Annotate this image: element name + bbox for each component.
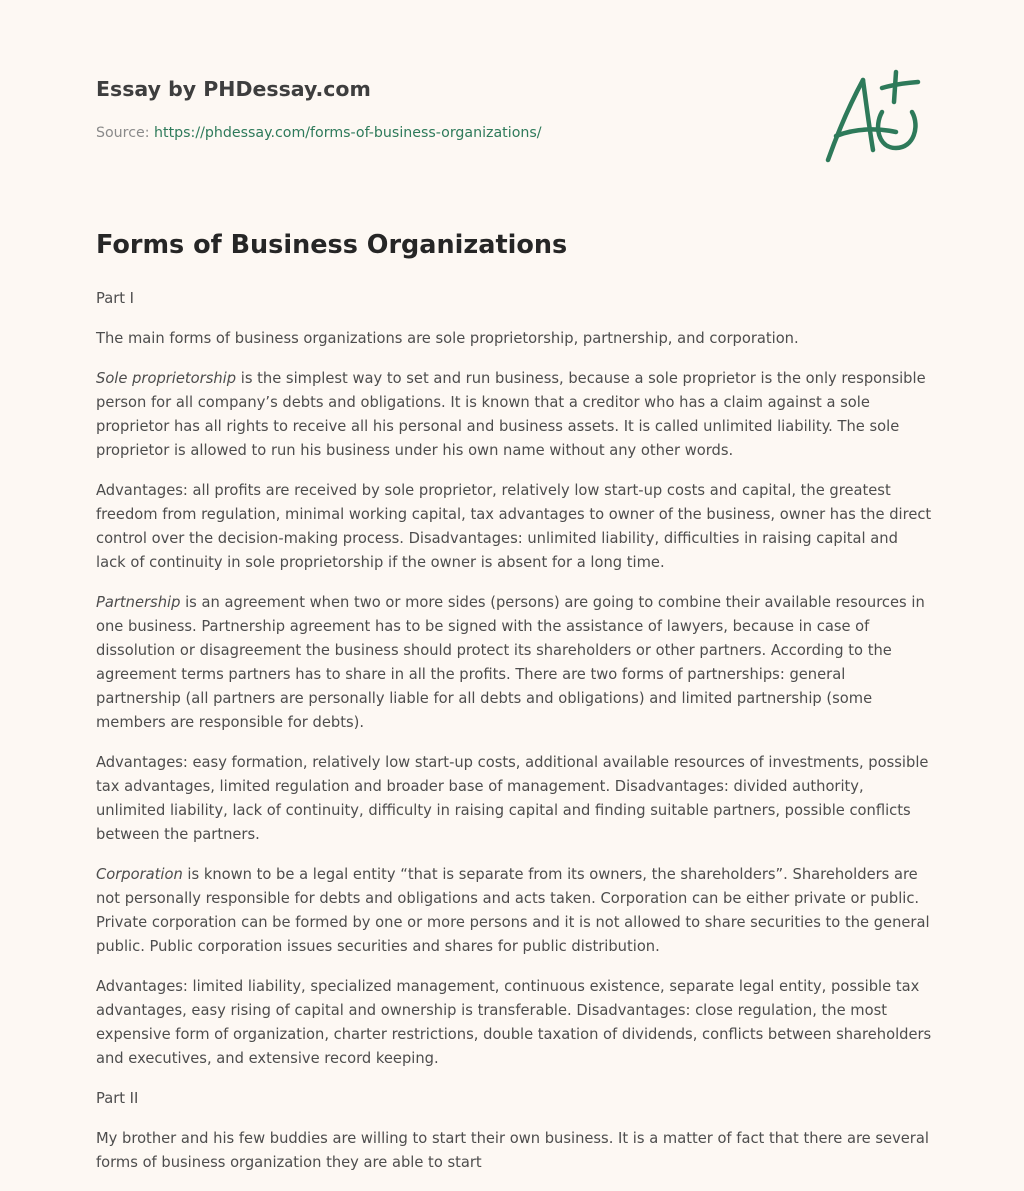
brand-title: Essay by PHDessay.com — [96, 77, 371, 101]
paragraph-lead: Partnership — [96, 594, 181, 611]
paragraph-text: Advantages: limited liability, specialized management, continuous existence, separate legal entity, possible tax advantages, easy rising of capital and ownership is transferable. Disadvantages: close regulation, the most expensive form of organization, charter restrictions, double taxation of dividends, conflicts between shareholders and executives, and extensive record keeping. — [96, 978, 932, 1067]
paragraph-text: is an agreement when two or more sides (persons) are going to combine their available resources in one business. Partnership agreement has to be signed with the assistance of lawyers, because in case of dissolution or disagreement the business should protect its shareholders or other partners. According to the agreement terms partners has to share in all the profits. There are two forms of partnerships: general partnership (all partners are personally liable for all debts and obligations) and limited partnership (some members are responsible for debts). — [96, 594, 925, 731]
paragraph — [96, 367, 932, 463]
paragraph — [96, 1087, 932, 1111]
paragraph-text: The main forms of business organizations are sole proprietorship, partnership, and corporation. — [96, 330, 799, 347]
essay-body — [96, 287, 932, 1191]
paragraph-lead: Sole proprietorship — [96, 370, 237, 387]
paragraph-text: is known to be a legal entity “that is separate from its owners, the shareholders”. Shareholders are not personally responsible for debts and obligations and acts taken. Corporation can be either private or public. Private corporation can be formed by one or more persons and it is not allowed to share securities to the general public. Public corporation issues securities and shares for public distribution. — [96, 866, 930, 955]
paragraph-lead: Corporation — [96, 866, 183, 883]
paragraph-text: is the simplest way to set and run business, because a sole proprietor is the only responsible person for all company’s debts and obligations. It is known that a creditor who has a claim against a sole proprietor has all rights to receive all his personal and business assets. It is called unlimited liability. The sole proprietor is allowed to run his business under his own name without any other words. — [96, 370, 926, 459]
paragraph — [96, 975, 932, 1071]
paragraph — [96, 1127, 932, 1175]
paragraph — [96, 479, 932, 575]
paragraph — [96, 327, 932, 351]
paragraph — [96, 287, 932, 311]
paragraph — [96, 751, 932, 847]
source-link[interactable]: https://phdessay.com/forms-of-business-organizations/ — [154, 125, 542, 141]
paragraph — [96, 591, 932, 735]
source-label: Source: — [96, 125, 150, 141]
paragraph-text: Part II — [96, 1090, 139, 1107]
paragraph-text: My brother and his few buddies are willing to start their own business. It is a matter of fact that there are several forms of business organization they are able to start — [96, 1130, 929, 1171]
a-plus-logo-icon — [816, 66, 932, 166]
paragraph-text: Part I — [96, 290, 134, 307]
paragraph — [96, 863, 932, 959]
paragraph-text: Advantages: all profits are received by sole proprietor, relatively low start-up costs and capital, the greatest freedom from regulation, minimal working capital, tax advantages to owner of the business, owner has the direct control over the decision-making process. Disadvantages: unlimited liability, difficulties in raising capital and lack of continuity in sole proprietorship if the owner is absent for a long time. — [96, 482, 932, 571]
source-line — [96, 123, 542, 143]
essay-header — [96, 74, 736, 104]
essay-title: Forms of Business Organizations — [96, 230, 568, 260]
paragraph-text: Advantages: easy formation, relatively low start-up costs, additional available resources of investments, possible tax advantages, limited regulation and broader base of management. Disadvantages: divided authority, unlimited liability, lack of continuity, difficulty in raising capital and finding suitable partners, possible conflicts between the partners. — [96, 754, 929, 843]
